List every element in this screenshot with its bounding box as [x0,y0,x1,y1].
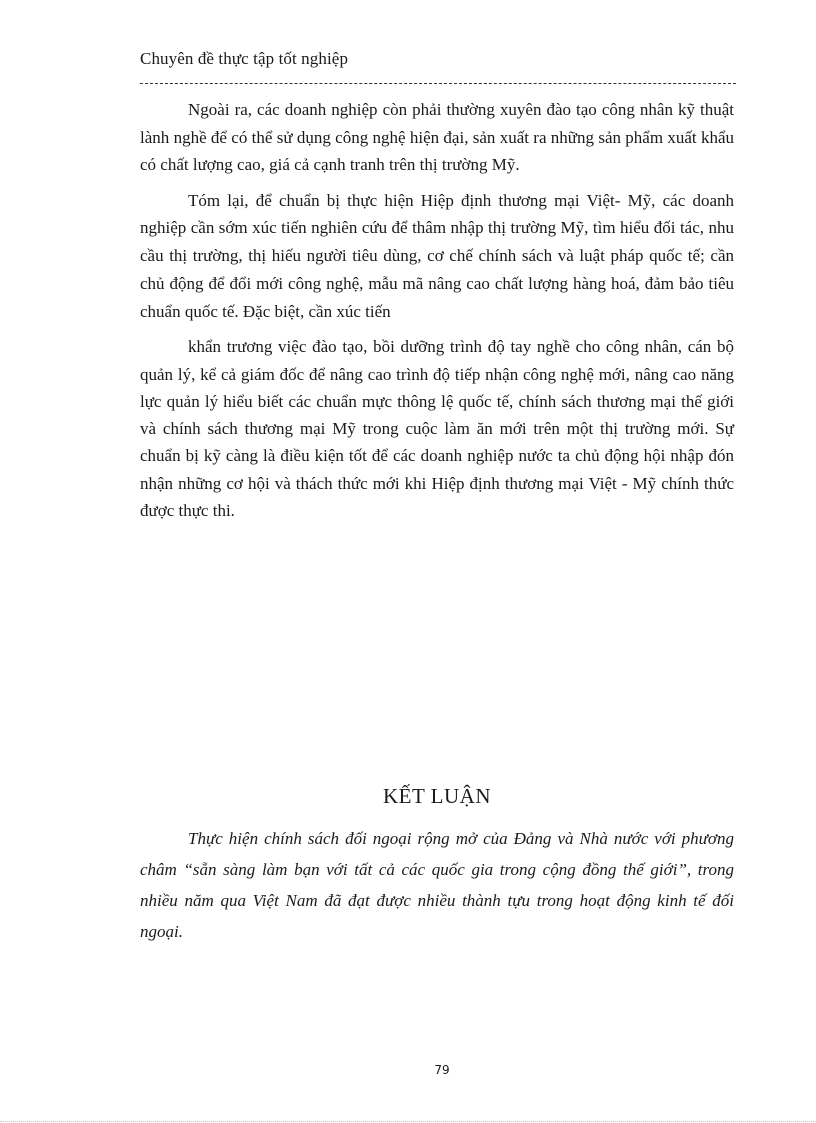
body-paragraph-3: khẩn trương việc đào tạo, bồi dưỡng trình độ tay nghề cho công nhân, cán bộ quản lý, kể cả giám đốc để nâng cao trình độ tiếp nhận công nghệ mới, nâng cao năng lực quản lý hiểu biết các chuẩn mực thông lệ quốc tế, chính sách thương mại thế giới và chính sách thương mại Mỹ trong cuộc làm ăn mới trên một thị trường mới. Sự chuẩn bị kỹ càng là điều kiện tốt để các doanh nghiệp nước ta chủ động hội nhập đón nhận những cơ hội và thách thức mới khi Hiệp định thương mại Việt - Mỹ chính thức được thực thi. [140,337,734,520]
page-bottom-edge [0,1121,816,1122]
conclusion-paragraph: Thực hiện chính sách đối ngoại rộng mở của Đảng và Nhà nước với phương châm “sẵn sàng làm bạn với tất cả các quốc gia trong cộng đồng thế giới”, trong nhiều năm qua Việt Nam đã đạt được nhiều thành tựu trong hoạt động kinh tế đối ngoại. [140,829,734,941]
body-paragraph-2: Tóm lại, để chuẩn bị thực hiện Hiệp định thương mại Việt- Mỹ, các doanh nghiệp cần sớm xúc tiến nghiên cứu để thâm nhập thị trường Mỹ, tìm hiểu đối tác, nhu cầu thị trường, thị hiếu người tiêu dùng, cơ chế chính sách và luật pháp quốc tế; cần chủ động để đổi mới công nghệ, mẫu mã nâng cao chất lượng hàng hoá, đảm bảo tiêu chuẩn quốc tế. Đặc biệt, cần xúc tiến [140,190,734,321]
page-number: 79 [434,1063,450,1077]
header-divider [140,83,736,84]
body-text [140,96,734,524]
body-paragraph-1: Ngoài ra, các doanh nghiệp còn phải thường xuyên đào tạo công nhân kỹ thuật lành nghề để có thể sử dụng công nghệ hiện đại, sản xuất ra những sản phẩm xuất khẩu có chất lượng cao, giá cả cạnh tranh trên thị trường Mỹ. [140,100,734,174]
conclusion-heading: KẾT LUẬN [382,784,491,808]
page-header-title: Chuyên đề thực tập tốt nghiệp [140,49,349,68]
